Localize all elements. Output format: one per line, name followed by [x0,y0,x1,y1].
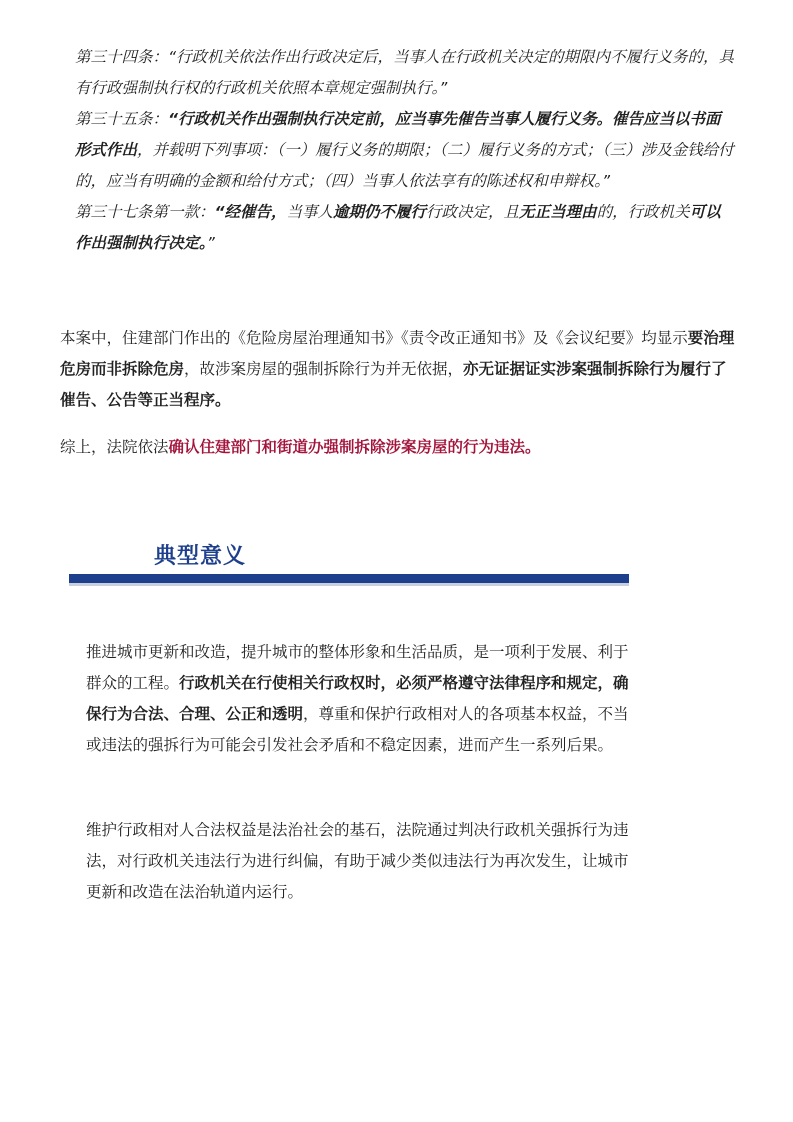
conclusion-highlight: 确认住建部门和街道办强制拆除涉案房屋的行为违法。 [168,438,541,456]
significance-text-1: 推进城市更新和改造，提升城市的整体形象和生活品质，是一项利于发展、利于群众的工程。 [86,643,629,692]
article-37-quote [75,197,735,259]
case-text-1: 本案中，住建部门作出的《危险房屋治理通知书》《责令改正通知书》及《会议纪要》均显示 [60,329,688,347]
significance-bold-1: 行政机关在行使相关行政权时，必须严格遵守法律程序和规定，确保行为合法、合理、公正和透明 [86,674,629,723]
article-37-text-1: 当事人 [286,203,334,221]
section-header [69,538,629,588]
significance-paragraph-2 [86,815,631,908]
article-35-bold: “行政机关作出强制执行决定前，应当事先催告当事人履行义务。催告应当以书面形式作出 [75,110,721,159]
significance-text-2: ，尊重和保护行政相对人的各项基本权益，不当或违法的强拆行为可能会引发社会矛盾和不稳定因素，进而产生一系列后果。 [86,705,629,754]
article-34-text: 第三十四条：“行政机关依法作出行政决定后，当事人在行政机关决定的期限内不履行义务的，具有行政强制执行权的行政机关依照本章规定强制执行。” [75,48,735,97]
article-37-text-4: ” [206,234,215,252]
article-37-text-2: 行政决定，且 [426,203,520,221]
case-bold-1: 要治理危房而非拆除危房 [60,329,735,378]
article-35-prefix: 第三十五条： [75,110,169,128]
conclusion-text: 综上，法院依法 [60,438,169,456]
article-37-bold-3: 无正当理由 [519,203,597,221]
case-paragraph [60,323,740,416]
article-37-bold-4: 可以作出强制执行决定。 [75,203,721,252]
case-bold-2: 亦无证据证实涉案强制拆除行为履行了催告、公告等正当程序。 [60,360,727,409]
law-quotes [75,42,735,259]
section-title: 典型意义 [154,544,247,569]
significance-paragraph-1 [86,637,631,761]
article-34-quote [75,42,735,104]
article-37-prefix: 第三十七条第一款： [75,203,215,221]
article-37-bold-1: “经催告， [214,203,287,221]
article-37-text-3: 的，行政机关 [596,203,690,221]
conclusion-paragraph [60,432,740,463]
section-divider-bar [69,574,629,586]
article-37-bold-2: 逾期仍不履行 [333,203,427,221]
article-35-quote [75,104,735,197]
article-35-rest: ，并载明下列事项：（一）履行义务的期限；（二）履行义务的方式；（三）涉及金钱给付的，应当有明确的金额和给付方式；（四）当事人依法享有的陈述权和申辩权。” [75,141,734,190]
case-text-2: ，故涉案房屋的强制拆除行为并无依据， [184,360,464,378]
significance-text-3: 维护行政相对人合法权益是法治社会的基石，法院通过判决行政机关强拆行为违法，对行政机关违法行为进行纠偏，有助于减少类似违法行为再次发生，让城市更新和改造在法治轨道内运行。 [86,821,629,901]
